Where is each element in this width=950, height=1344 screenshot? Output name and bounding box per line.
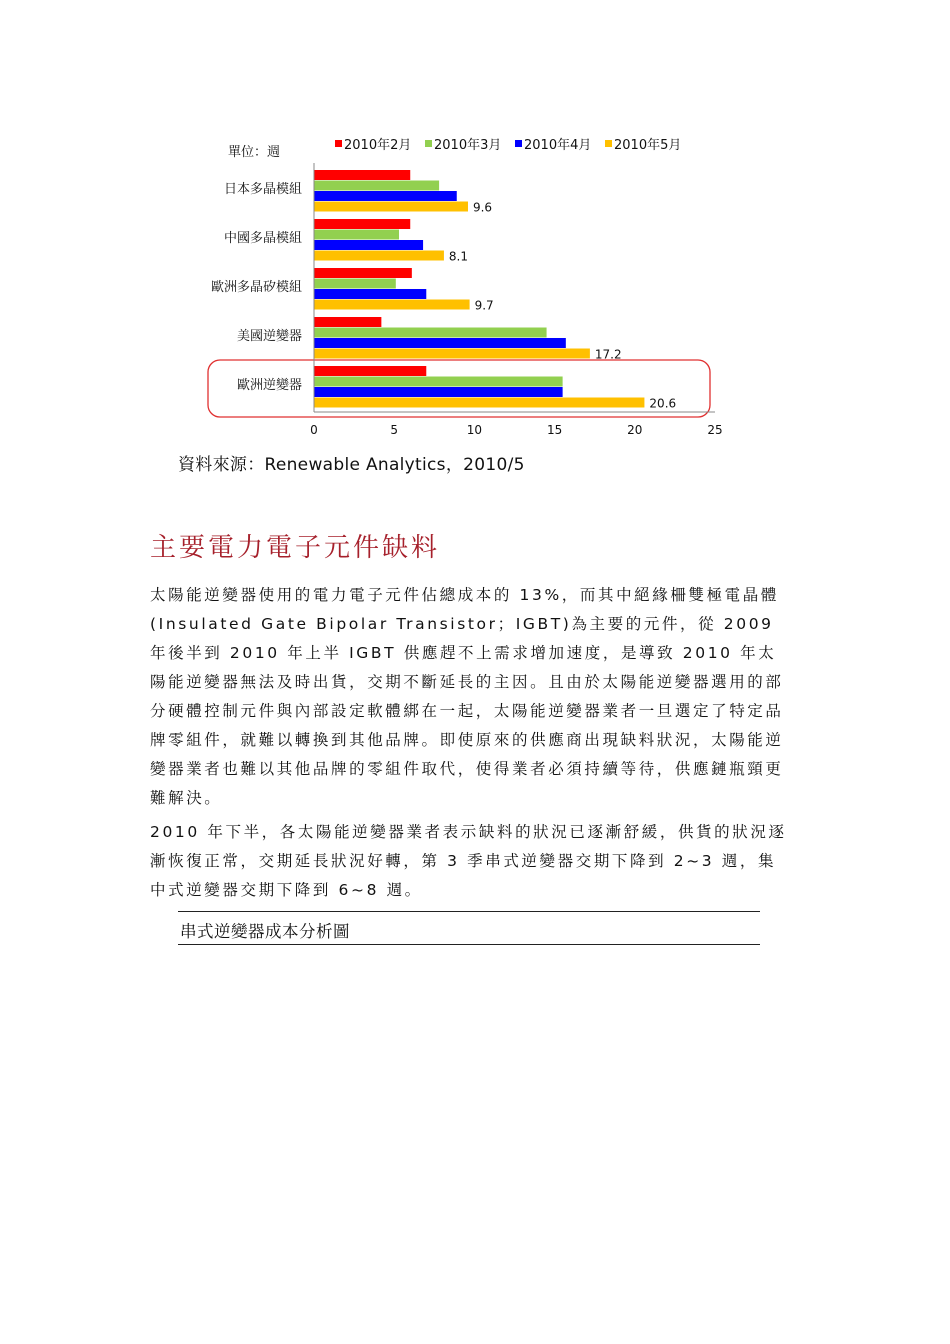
category-label-1: 日本多晶模組 — [223, 182, 302, 197]
bar-4-3 — [314, 338, 566, 348]
x-tick-label-4: 15 — [546, 423, 563, 437]
data-label-5: 20.6 — [649, 396, 677, 411]
legend-label-1: 2010年2月 — [344, 138, 412, 153]
bar-2-3 — [314, 240, 423, 250]
bar-1-4 — [314, 202, 468, 212]
body-paragraph-1: 太陽能逆變器使用的電力電子元件佔總成本的 13%，而其中絕緣柵雙極電晶體(Insulated Gate Bipolar Transistor；IGBT)為主要的元件，從 2009 年後半到 2010 年上半 IGBT 供應趕不上需求增加速度，是導致 2010 年太陽能逆變器無法及時出貨，交期不斷延長的主因。且由於太陽能逆變器選用的部分硬體控制元件與內部設定軟體綁在一起，太陽能逆變器業者一旦選定了特定品牌零組件，就難以轉換到其他品牌。即使原來的供應商出現缺料狀況，太陽能逆變器業者也難以其他品牌的零組件取代，使得業者必須持續等待，供應鏈瓶頸更難解決。 — [150, 586, 784, 807]
legend-swatch-2 — [425, 140, 432, 147]
section-heading: 主要電力電子元件缺料 — [150, 533, 441, 563]
x-tick-label-5: 20 — [627, 423, 643, 437]
x-tick-label-6: 25 — [707, 423, 723, 437]
figure-caption-box — [178, 911, 760, 945]
bar-5-2 — [314, 377, 563, 387]
legend-swatch-3 — [515, 140, 522, 147]
x-tick-label-1: 0 — [310, 423, 318, 437]
x-tick-label-3: 10 — [466, 423, 483, 437]
chart-source-note: 資料來源：Renewable Analytics，2010/5 — [178, 455, 525, 475]
body-paragraph-2: 2010 年下半，各太陽能逆變器業者表示缺料的狀況已逐漸舒緩，供貨的狀況逐漸恢復正常，交期延長狀況好轉，第 3 季串式逆變器交期下降到 2~3 週，集中式逆變器交期下降到 6~8 週。 — [150, 823, 787, 899]
x-tick-label-2: 5 — [390, 423, 399, 437]
bar-2-4 — [314, 251, 444, 261]
bar-2-1 — [314, 219, 410, 229]
data-label-2: 8.1 — [448, 249, 469, 264]
bar-2-2 — [314, 230, 399, 240]
data-label-4: 17.2 — [594, 347, 622, 362]
bar-3-3 — [314, 289, 426, 299]
category-label-3: 歐洲多晶矽模組 — [210, 280, 302, 295]
category-label-5: 歐洲逆變器 — [236, 378, 302, 393]
figure-caption: 串式逆變器成本分析圖 — [180, 922, 350, 941]
data-label-1: 9.6 — [472, 200, 493, 215]
legend-swatch-4 — [605, 140, 612, 147]
bar-4-2 — [314, 328, 547, 338]
bar-3-2 — [314, 279, 396, 289]
bar-1-1 — [314, 170, 410, 180]
bar-5-3 — [314, 387, 563, 397]
unit-label: 單位：週 — [228, 145, 281, 160]
bar-3-1 — [314, 268, 412, 278]
lead-time-bar-chart — [150, 125, 750, 445]
bar-5-4 — [314, 398, 644, 408]
bar-4-4 — [314, 349, 590, 359]
bar-1-3 — [314, 191, 457, 201]
bar-4-1 — [314, 317, 381, 327]
category-label-4: 美國逆變器 — [236, 329, 302, 344]
legend-swatch-1 — [335, 140, 342, 147]
bar-3-4 — [314, 300, 470, 310]
bar-5-1 — [314, 366, 426, 376]
category-label-2: 中國多晶模組 — [223, 231, 302, 246]
legend-label-3: 2010年4月 — [524, 138, 592, 153]
legend-label-4: 2010年5月 — [614, 138, 682, 153]
bar-1-2 — [314, 181, 439, 191]
legend-label-2: 2010年3月 — [434, 138, 502, 153]
data-label-3: 9.7 — [474, 298, 494, 313]
